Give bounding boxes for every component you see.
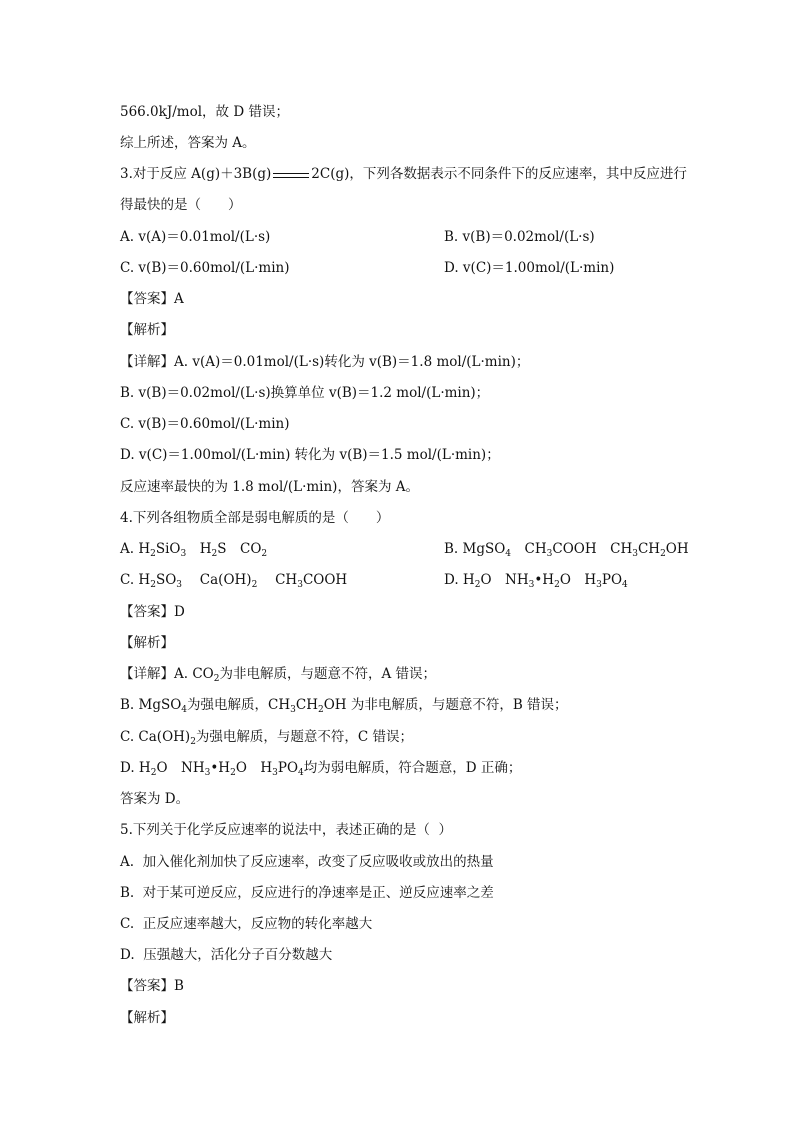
analysis-heading: 【解析】 — [120, 635, 174, 651]
question-5-stem: 5.下列关于化学反应速率的说法中，表述正确的是（ ） — [120, 822, 452, 838]
question-3-stem-cont: 得最快的是（ ） — [120, 197, 242, 213]
detail-line: C. $Ca(OH)_2$为强电解质，与题意不符，C 错误； — [120, 729, 414, 747]
option-c: C. $H_2SO_3$ $Ca(OH)_2$ $CH_3COOH$ — [120, 572, 348, 590]
detail-line: B. MgSO$_4$为强电解质，$CH_3CH_2OH$ 为非电解质，与题意不符，B 错误； — [120, 697, 568, 715]
analysis-heading: 【解析】 — [120, 322, 174, 338]
option-a: A. $H_2SiO_3$ $H_2S$ $CO_2$ — [120, 541, 268, 559]
detail-line: 反应速率最快的为 1.8 mol/(L·min)，答案为 A。 — [120, 479, 419, 495]
option-a: A. v(A)＝0.01mol/(L·s) — [120, 229, 271, 245]
question-4-stem: 4.下列各组物质全部是弱电解质的是（ ） — [120, 510, 390, 526]
detail-line: D. $H_2O$ $NH_3•H_2O$ $H_3PO_4$均为弱电解质，符合题意，D 正确； — [120, 760, 522, 778]
option-d: D. 压强越大，活化分子百分数越大 — [120, 947, 333, 963]
detail-line: D. v(C)＝1.00mol/(L·min) 转化为 v(B)＝1.5 mol/(L·min)； — [120, 447, 500, 463]
text-line: 566.0kJ/mol，故 D 错误； — [120, 104, 289, 120]
analysis-heading: 【解析】 — [120, 1010, 174, 1026]
option-d: D. $H_2O$ $NH_3•H_2O$ $H_3PO_4$ — [444, 572, 628, 590]
detail-line: B. v(B)＝0.02mol/(L·s)换算单位 v(B)＝1.2 mol/(L·min)； — [120, 385, 490, 401]
option-d: D. v(C)＝1.00mol/(L·min) — [444, 260, 615, 276]
option-b: B. MgSO$_4$ $CH_3COOH$ $CH_3CH_2OH$ — [444, 541, 689, 559]
answer-line: 【答案】B — [120, 978, 184, 994]
detail-line: 【详解】A. v(A)＝0.01mol/(L·s)转化为 v(B)＝1.8 mol/(L·min)； — [120, 354, 530, 370]
text-line: 答案为 D。 — [120, 791, 190, 807]
answer-line: 【答案】D — [120, 604, 185, 620]
detail-line: 【详解】A. $CO_2$为非电解质，与题意不符，A 错误； — [120, 666, 437, 684]
equilibrium-arrow-icon — [273, 171, 309, 179]
option-c: C. 正反应速率越大，反应物的转化率越大 — [120, 916, 373, 932]
stem-part: 3.对于反应 A(g)＋3B(g) — [120, 166, 272, 182]
option-c: C. v(B)＝0.60mol/(L·min) — [120, 260, 290, 276]
option-b: B. v(B)＝0.02mol/(L·s) — [444, 229, 595, 245]
option-b: B. 对于某可逆反应，反应进行的净速率是正、逆反应速率之差 — [120, 885, 494, 901]
answer-line: 【答案】A — [120, 291, 184, 307]
text-line: 综上所述，答案为 A。 — [120, 135, 256, 151]
detail-line: C. v(B)＝0.60mol/(L·min) — [120, 416, 290, 432]
stem-part: 2C(g)，下列各数据表示不同条件下的反应速率，其中反应进行 — [311, 166, 687, 182]
question-3-stem — [120, 165, 687, 183]
option-a: A. 加入催化剂加快了反应速率，改变了反应吸收或放出的热量 — [120, 854, 494, 870]
